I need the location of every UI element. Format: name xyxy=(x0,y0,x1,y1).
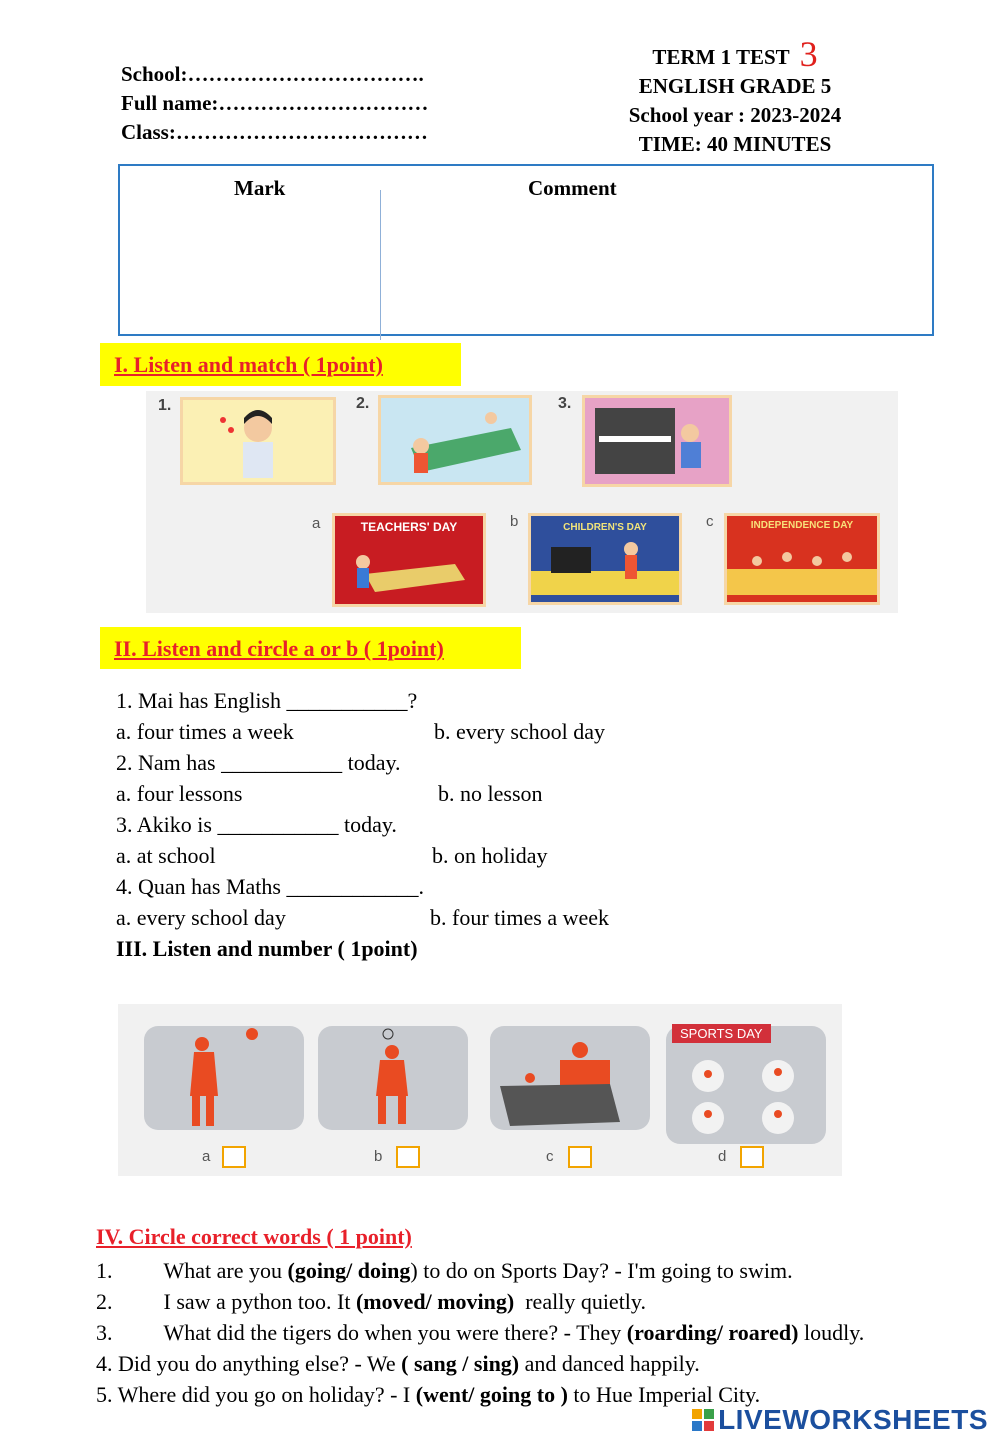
option-a[interactable]: a. every school day xyxy=(116,905,286,930)
option-b[interactable]: b. four times a week xyxy=(430,905,609,930)
picture-table-tennis xyxy=(378,395,532,485)
question-1: 1. Mai has English ___________? xyxy=(116,688,418,713)
banner-text: CHILDREN'S DAY xyxy=(563,522,647,533)
mark-label: Mark xyxy=(234,176,286,200)
banner-text: TEACHERS' DAY xyxy=(360,520,458,534)
item-number: 3. xyxy=(96,1320,113,1345)
picture-number: 1. xyxy=(158,397,172,414)
picture-badminton xyxy=(318,1026,468,1130)
picture-number: 2. xyxy=(356,395,370,412)
basketball-illustration xyxy=(144,1026,304,1130)
word-choice[interactable]: ( sang / sing) xyxy=(401,1351,520,1376)
sports-day-illustration xyxy=(666,1026,826,1144)
sentence-text: loudly. xyxy=(798,1320,865,1345)
school-year: School year : 2023-2024 xyxy=(628,103,842,127)
item-number: 1. xyxy=(96,1258,113,1283)
sentence-text: What are you xyxy=(163,1258,288,1283)
word-choice[interactable]: (going/ doing xyxy=(287,1258,411,1283)
sentence-4 xyxy=(96,1348,864,1379)
number-box-d[interactable] xyxy=(740,1146,764,1168)
picture-singing xyxy=(180,397,336,485)
question-4-options xyxy=(116,902,609,933)
sports-day-banner: SPORTS DAY xyxy=(672,1024,771,1043)
student-info xyxy=(121,60,428,147)
comment-label: Comment xyxy=(528,176,617,200)
picture-number: 3. xyxy=(558,395,572,412)
question-3-options xyxy=(116,840,548,871)
option-a[interactable]: a. four lessons xyxy=(116,781,243,806)
word-choice[interactable]: (went/ going to ) xyxy=(415,1382,568,1407)
item-number: 4. xyxy=(96,1351,113,1376)
picture-piano xyxy=(582,395,732,487)
table-tennis-sport-illustration xyxy=(490,1026,650,1130)
section2-title: II. Listen and circle a or b ( 1point) xyxy=(114,636,444,661)
test-title: TERM 1 TEST xyxy=(652,45,790,69)
question-2: 2. Nam has ___________ today. xyxy=(116,750,401,775)
sentence-text: What did the tigers do when you were there? - They xyxy=(163,1320,627,1345)
table-tennis-illustration xyxy=(381,398,529,482)
section4-items xyxy=(96,1255,864,1410)
sentence-2 xyxy=(96,1286,864,1317)
option-b[interactable]: b. every school day xyxy=(434,719,606,744)
test-number: 3 xyxy=(799,34,818,74)
question-4: 4. Quan has Maths ____________. xyxy=(116,874,424,899)
childrens-day-illustration xyxy=(531,533,679,595)
option-a[interactable]: a. at school xyxy=(116,843,216,868)
liveworksheets-logo xyxy=(692,1404,988,1436)
sentence-text: and danced happily. xyxy=(519,1351,700,1376)
class-label: Class:……………………………… xyxy=(121,120,428,144)
item-number: 2. xyxy=(96,1289,113,1314)
sports-pictures-panel xyxy=(118,1004,842,1176)
word-choice[interactable]: (moved/ moving) xyxy=(355,1289,515,1314)
sentence-1 xyxy=(96,1255,864,1286)
picture-basketball xyxy=(144,1026,304,1130)
banner-text: INDEPENDENCE DAY xyxy=(750,520,854,531)
sentence-3 xyxy=(96,1317,864,1348)
number-box-a[interactable] xyxy=(222,1146,246,1168)
sentence-text: ) to do on Sports Day? - I'm going to swim. xyxy=(410,1258,793,1283)
picture-teachers-day xyxy=(332,513,486,607)
section3-title: III. Listen and number ( 1point) xyxy=(116,936,418,961)
independence-day-illustration xyxy=(727,531,877,595)
picture-letter: b xyxy=(510,513,519,530)
sentence-text: Where did you go on holiday? - I xyxy=(117,1382,416,1407)
item-number: 5. xyxy=(96,1382,113,1407)
fullname-label: Full name:………………………… xyxy=(121,91,429,115)
box-letter: b xyxy=(374,1148,383,1165)
time-limit: TIME: 40 MINUTES xyxy=(638,132,832,156)
question-3: 3. Akiko is ___________ today. xyxy=(116,812,397,837)
grade-label: ENGLISH GRADE 5 xyxy=(638,74,832,98)
box-letter: c xyxy=(546,1148,554,1165)
logo-text: LIVEWORKSHEETS xyxy=(718,1404,988,1435)
number-box-c[interactable] xyxy=(568,1146,592,1168)
school-label: School:……………………………. xyxy=(121,62,424,86)
logo-icon xyxy=(692,1409,714,1431)
word-choice[interactable]: (roarding/ roared) xyxy=(626,1320,799,1345)
option-b[interactable]: b. no lesson xyxy=(438,781,543,806)
sentence-text: Did you do anything else? - We xyxy=(118,1351,402,1376)
question-2-options xyxy=(116,778,543,809)
option-b[interactable]: b. on holiday xyxy=(432,843,548,868)
teachers-day-illustration xyxy=(335,534,483,598)
picture-table-tennis xyxy=(490,1026,650,1130)
number-box-b[interactable] xyxy=(396,1146,420,1168)
question-1-options xyxy=(116,716,606,747)
sentence-text: to Hue Imperial City. xyxy=(567,1382,761,1407)
piano-illustration xyxy=(585,398,729,484)
box-letter: d xyxy=(718,1148,727,1165)
test-heading xyxy=(580,34,890,159)
picture-letter: c xyxy=(706,513,714,530)
singing-illustration xyxy=(183,400,333,482)
section1-title: I. Listen and match ( 1point) xyxy=(114,352,383,377)
badminton-illustration xyxy=(318,1026,468,1130)
picture-childrens-day xyxy=(528,513,682,605)
picture-letter: a xyxy=(312,515,321,532)
picture-independence-day xyxy=(724,513,880,605)
sentence-text: really quietly. xyxy=(514,1289,646,1314)
sentence-text: I saw a python too. It xyxy=(163,1289,356,1314)
section2-questions xyxy=(116,685,609,933)
section4-title: IV. Circle correct words ( 1 point) xyxy=(96,1224,412,1249)
match-pictures-panel xyxy=(146,391,898,613)
picture-sports-day xyxy=(666,1026,826,1144)
box-letter: a xyxy=(202,1148,211,1165)
mark-box-divider xyxy=(380,190,381,340)
option-a[interactable]: a. four times a week xyxy=(116,719,294,744)
